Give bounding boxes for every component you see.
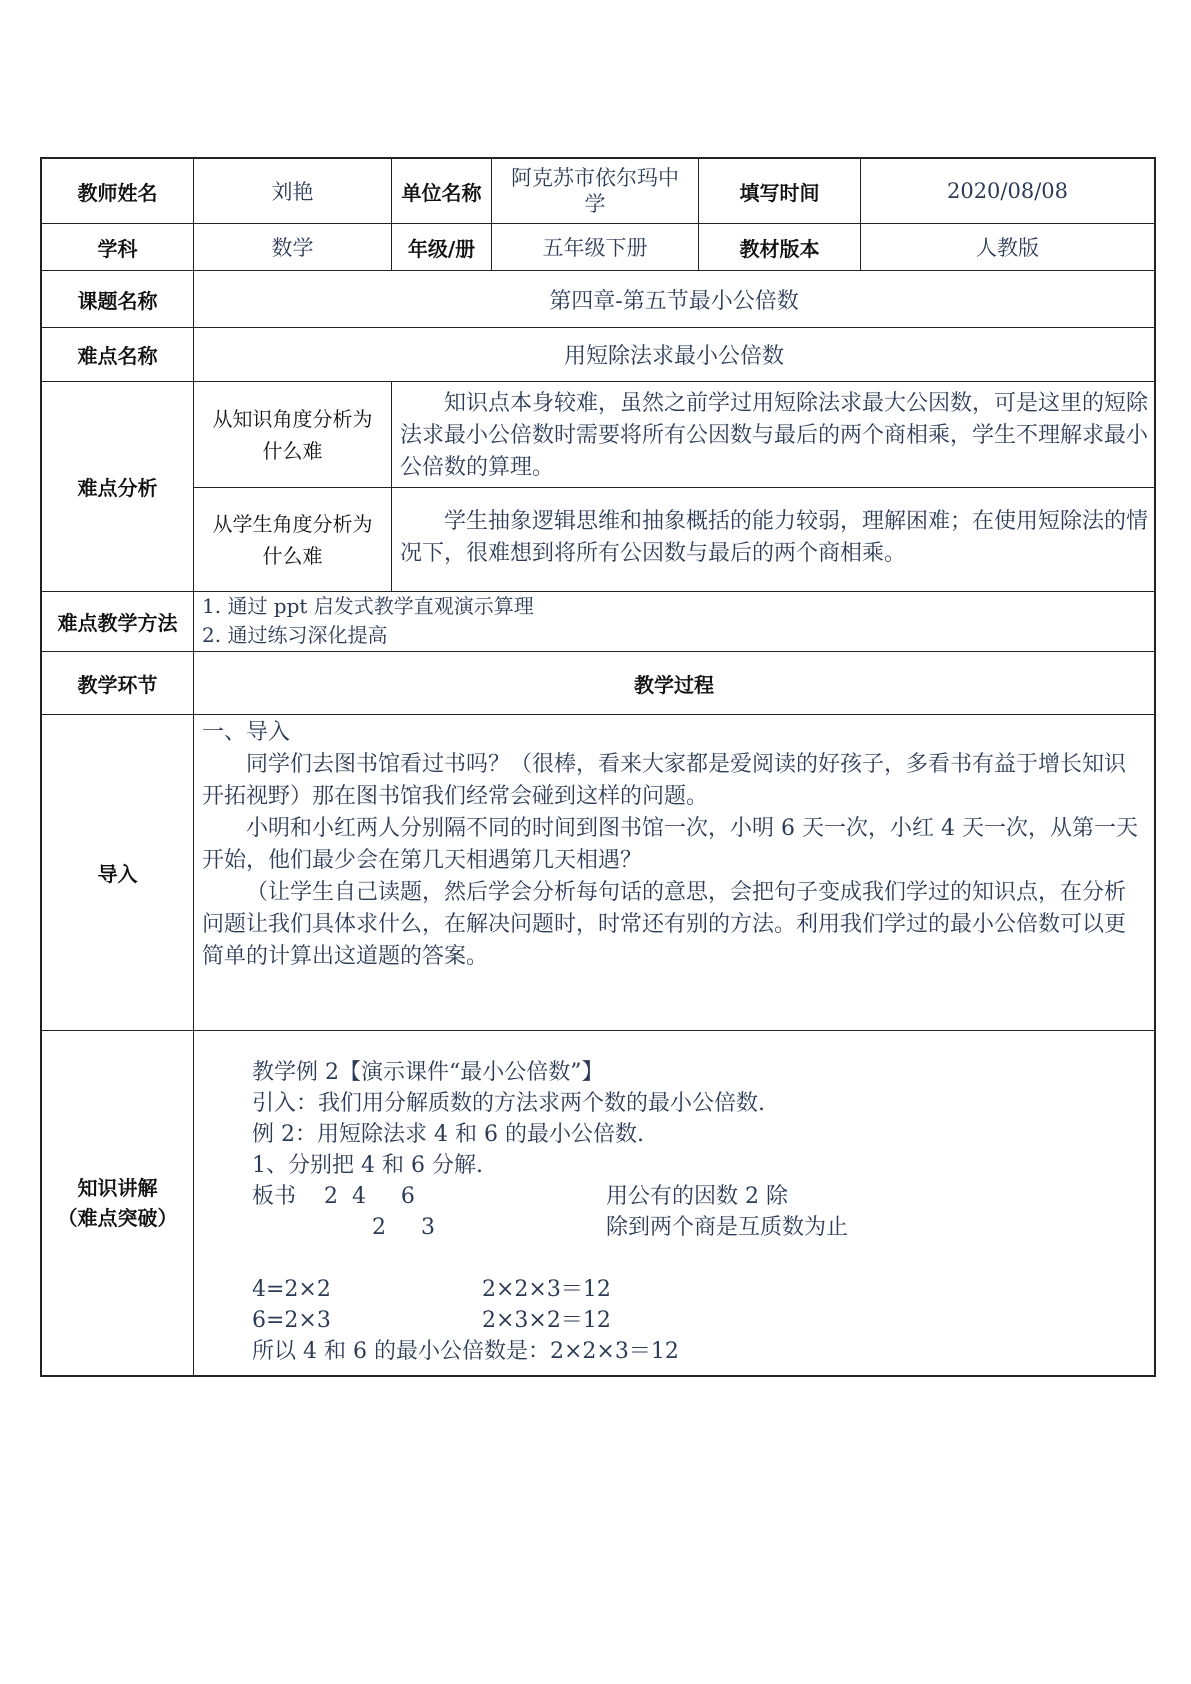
row-divider (42, 1030, 1154, 1031)
teacher-name: 刘艳 (271, 180, 314, 204)
row-divider (42, 714, 1154, 715)
factorization-4: 4=2×2 (252, 1277, 331, 1302)
intro-content (202, 717, 1142, 973)
unit-name-line-2: 学 (584, 192, 606, 216)
edition-label: 教材版本 (739, 236, 820, 261)
knowledge-angle-line-1: 从知识角度分析为 (212, 406, 373, 431)
method-item: 1. 通过 ppt 启发式教学直观演示算理 (202, 594, 534, 618)
example-question: 例 2：用短除法求 4 和 6 的最小公倍数. (252, 1122, 644, 1147)
difficulty-label: 难点名称 (77, 344, 158, 368)
student-angle-line-2: 什么难 (262, 543, 323, 568)
conclusion: 所以 4 和 6 的最小公倍数是：2×2×3＝12 (252, 1339, 679, 1364)
product-2: 2×3×2＝12 (482, 1308, 611, 1333)
student-angle-label (194, 488, 391, 591)
board-note-1: 用公有的因数 2 除 (606, 1184, 788, 1209)
subject-value: 数学 (271, 236, 314, 260)
knowledge-analysis-text (400, 388, 1148, 484)
intro-paragraph: （让学生自己读题，然后学会分析每句话的意思，会把句子变成我们学过的知识点，在分析问题让我们具体求什么，在解决问题时，时常还有别的方法。利用我们学过的最小公倍数可以更简单的计算出这道题的答案。 (202, 880, 1127, 969)
method-item: 2. 通过练习深化提高 (202, 623, 388, 647)
intro-label: 导入 (97, 862, 138, 886)
intro-paragraph: 小明和小红两人分别隔不同的时间到图书馆一次，小明 6 天一次，小红 4 天一次，从第一天开始，他们最少会在第几天相遇第几天相遇？ (202, 816, 1138, 873)
explain-label-line-2: （难点突破） (57, 1206, 178, 1230)
student-angle-line-1: 从学生角度分析为 (212, 511, 373, 536)
stage-label: 教学环节 (77, 672, 158, 697)
explain-label (42, 1031, 193, 1375)
knowledge-angle-line-2: 什么难 (262, 438, 323, 463)
grade-value: 五年级下册 (542, 236, 648, 260)
topic-label: 课题名称 (77, 288, 158, 313)
unit-name-line-1: 阿克苏市依尔玛中 (511, 166, 679, 190)
example-title: 教学例 2【演示课件“最小公倍数”】 (252, 1060, 604, 1085)
fill-date: 2020/08/08 (946, 179, 1069, 203)
methods-list (202, 592, 1142, 650)
edition-value: 人教版 (976, 236, 1039, 260)
example-step: 1、分别把 4 和 6 分解. (252, 1153, 483, 1178)
example-intro: 引入：我们用分解质数的方法求两个数的最小公倍数. (252, 1091, 765, 1116)
teacher-label: 教师姓名 (77, 180, 158, 205)
knowledge-analysis-paragraph: 知识点本身较难，虽然之前学过用短除法求最大公因数，可是这里的短除法求最小公倍数时需要将所有公因数与最后的两个商相乘，学生不理解求最小公倍数的算理。 (400, 391, 1149, 480)
student-analysis-paragraph: 学生抽象逻辑思维和抽象概括的能力较弱，理解困难；在使用短除法的情况下，很难想到将所有公因数与最后的两个商相乘。 (400, 509, 1149, 566)
unit-label: 单位名称 (401, 180, 482, 205)
unit-name (492, 159, 698, 223)
intro-paragraph: 同学们去图书馆看过书吗？（很棒，看来大家都是爱阅读的好孩子，多看书有益于增长知识开拓视野）那在图书馆我们经常会碰到这样的问题。 (202, 752, 1127, 809)
lesson-plan-table (40, 157, 1156, 1377)
board-work-row-2: 2 3 (372, 1215, 435, 1240)
subject-label: 学科 (97, 236, 138, 261)
date-label: 填写时间 (739, 180, 820, 205)
methods-label: 难点教学方法 (57, 611, 178, 635)
intro-heading: 一、导入 (202, 720, 291, 745)
board-work-row-1: 板书 2 4 6 (252, 1184, 415, 1209)
explain-label-line-1: 知识讲解 (77, 1176, 158, 1200)
knowledge-angle-label (194, 382, 391, 487)
grade-label: 年级/册 (407, 236, 476, 261)
product-1: 2×2×3＝12 (482, 1277, 611, 1302)
col-divider (391, 381, 392, 591)
student-analysis-text (400, 506, 1148, 570)
process-label: 教学过程 (634, 672, 714, 697)
board-note-2: 除到两个商是互质数为止 (606, 1215, 849, 1240)
difficulty-title: 用短除法求最小公倍数 (563, 344, 784, 369)
factorization-6: 6=2×3 (252, 1308, 331, 1333)
analysis-label: 难点分析 (77, 476, 158, 500)
topic-title: 第四章-第五节最小公倍数 (549, 288, 799, 314)
